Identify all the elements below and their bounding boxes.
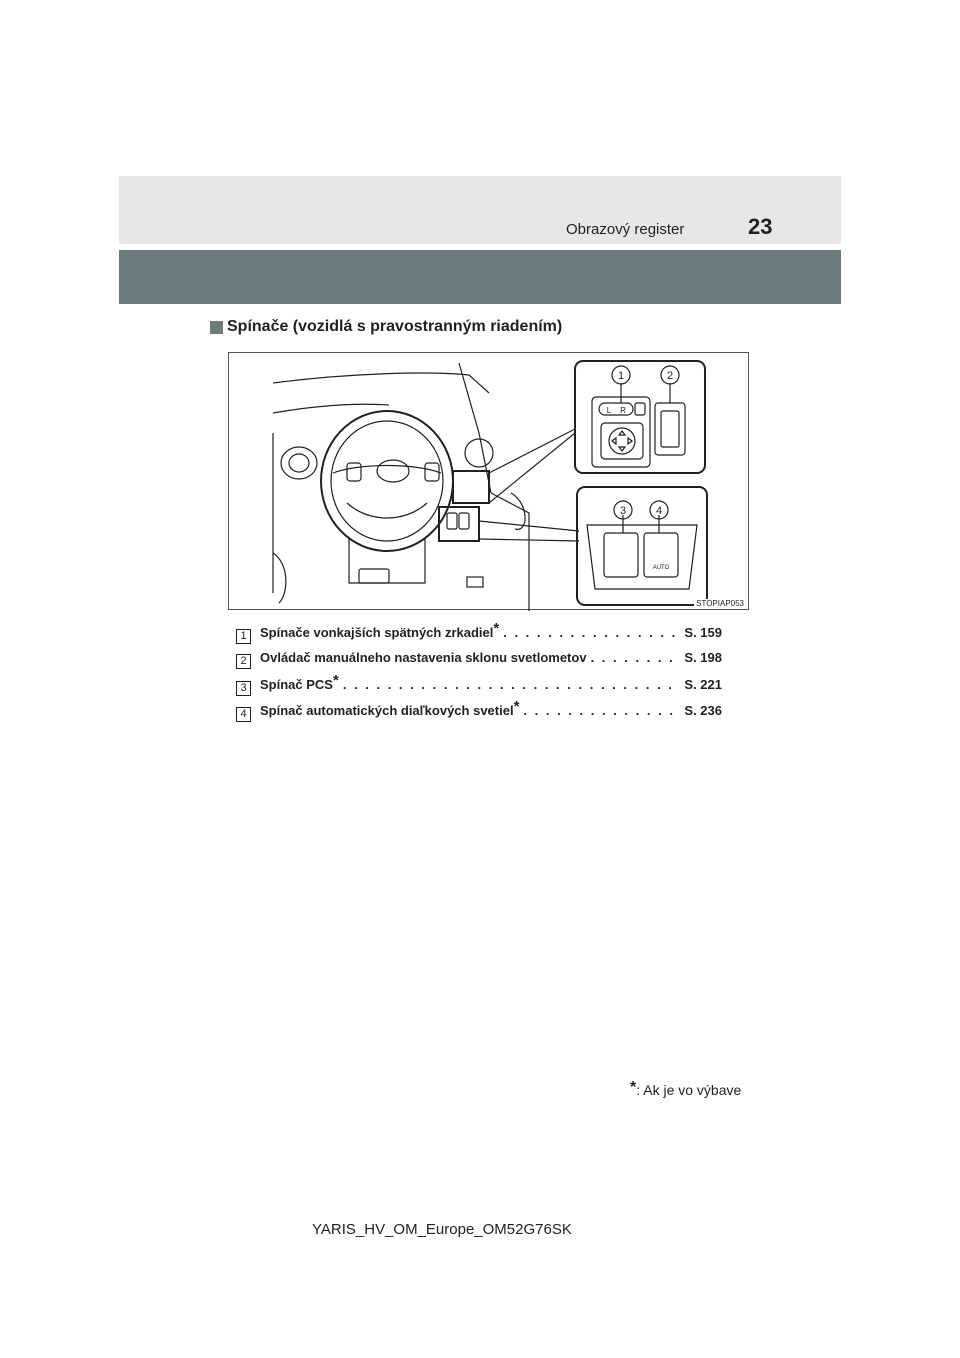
footnote-text: : Ak je vo výbave <box>636 1082 742 1098</box>
legend-page-ref[interactable]: S. 198 <box>684 650 722 665</box>
callout-2: 2 <box>666 370 674 382</box>
legend-number: 1 <box>236 629 251 644</box>
figure-code: STOPIAP053 <box>696 599 744 608</box>
legend-star: * <box>332 672 339 689</box>
leader-dots <box>591 650 681 665</box>
header-band <box>119 176 841 244</box>
leader-dots <box>343 677 681 692</box>
legend-label: Spínače vonkajších spätných zrkadiel <box>260 625 494 640</box>
mirror-switch-left-label: L <box>606 406 612 415</box>
callout-4: 4 <box>655 505 663 517</box>
auto-high-beam-label: AUTO <box>652 565 670 571</box>
legend-number: 2 <box>236 654 251 669</box>
footnote-star: * <box>630 1079 637 1096</box>
dashboard-drawing <box>229 353 750 611</box>
list-item <box>236 650 722 676</box>
section-title <box>210 318 562 336</box>
header-title: Obrazový register <box>566 221 685 238</box>
legend-star: * <box>493 620 500 637</box>
section-band <box>119 250 841 304</box>
legend-star: * <box>513 698 520 715</box>
leader-dots <box>503 625 680 640</box>
list-item <box>236 672 722 702</box>
legend-label: Spínač automatických diaľkových svetiel <box>260 703 514 718</box>
square-bullet-icon <box>210 321 223 334</box>
page-number: 23 <box>748 214 773 239</box>
legend-page-ref[interactable]: S. 221 <box>684 677 722 692</box>
footer-document-code: YARIS_HV_OM_Europe_OM52G76SK <box>312 1221 572 1238</box>
list-item <box>236 620 722 650</box>
callout-1: 1 <box>617 370 625 382</box>
list-item <box>236 698 722 728</box>
legend-list <box>236 620 722 728</box>
legend-label: Spínač PCS <box>260 677 333 692</box>
footnote <box>630 1079 742 1100</box>
dashboard-illustration <box>228 352 749 610</box>
legend-page-ref[interactable]: S. 159 <box>684 625 722 640</box>
callout-3: 3 <box>619 505 627 517</box>
mirror-switch-right-label: R <box>620 406 626 415</box>
legend-number: 4 <box>236 707 251 722</box>
legend-label: Ovládač manuálneho nastavenia sklonu svetlometov <box>260 650 587 665</box>
legend-page-ref[interactable]: S. 236 <box>684 703 722 718</box>
leader-dots <box>523 703 680 718</box>
section-title-text: Spínače (vozidlá s pravostranným riadením) <box>227 318 563 335</box>
legend-number: 3 <box>236 681 251 696</box>
